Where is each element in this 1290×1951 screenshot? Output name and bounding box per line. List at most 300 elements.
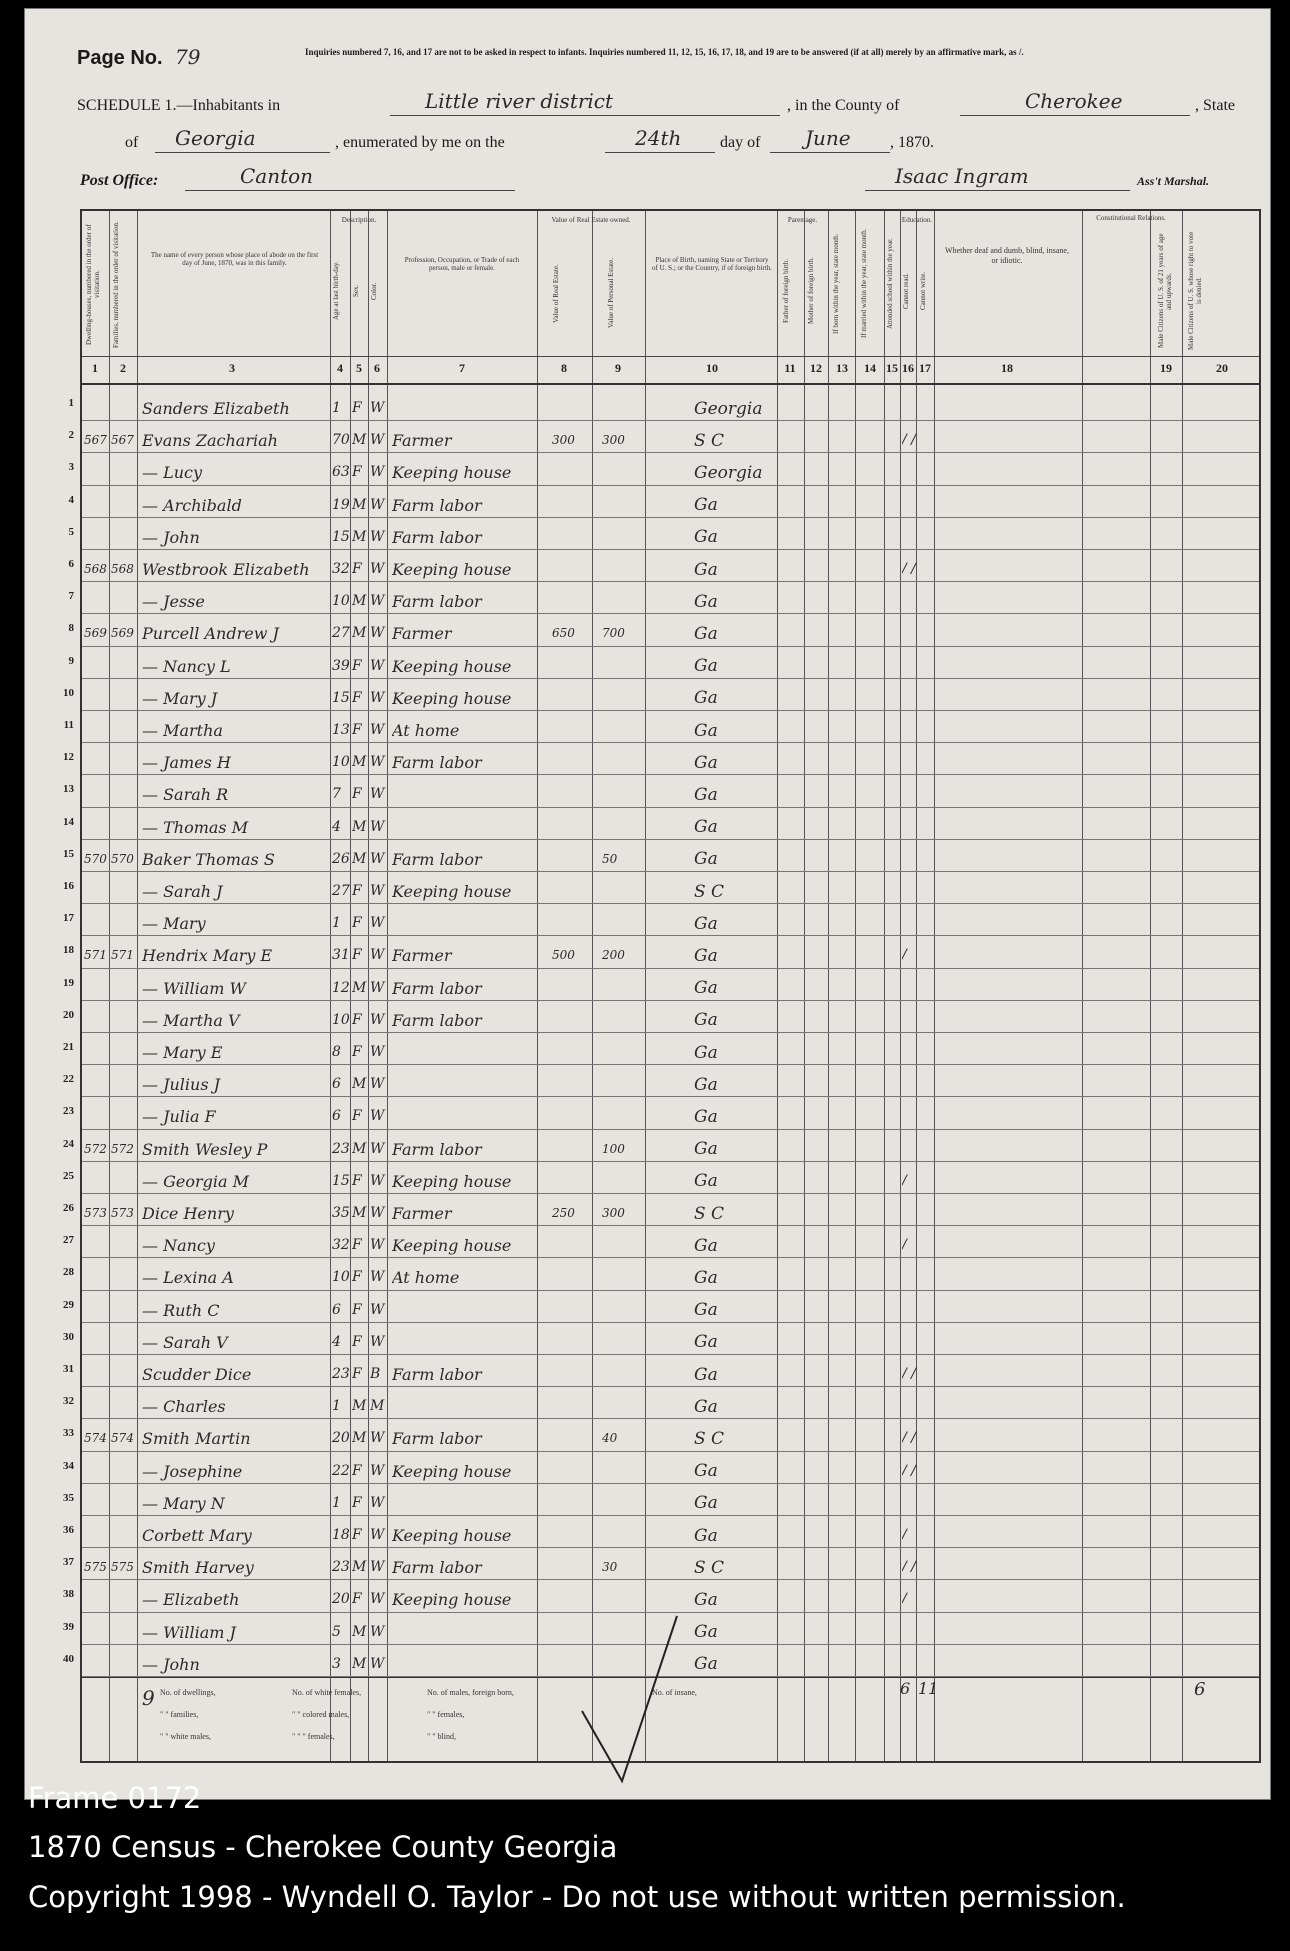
tally-b: 11 [918,1679,939,1698]
real-estate-value: 650 [552,626,575,641]
row-number: 4 [68,493,74,506]
birthplace: Ga [694,1074,718,1095]
personal-estate-value: 40 [602,1431,618,1446]
person-name: — William W [142,978,246,998]
occupation: Keeping house [392,1171,512,1191]
color: W [370,1527,385,1543]
footer-blind: " " blind, [427,1733,456,1741]
person-name: Hendrix Mary E [142,946,273,966]
sex: M [352,979,367,996]
person-name: — Martha V [142,1010,240,1030]
sex: F [352,1366,362,1382]
real-estate-value: 500 [552,948,575,963]
check-marks: / / [902,1430,916,1447]
color: W [370,432,385,449]
birthplace: Ga [694,752,718,773]
color: W [370,1559,385,1576]
county-label: , in the County of [787,97,900,114]
col-17-header: Cannot write. [919,271,927,311]
occupation: Farm labor [392,978,482,998]
birthplace: Ga [694,1139,718,1160]
marshal-name: Isaac Ingram [895,164,1029,188]
sex: F [352,400,362,416]
color: W [370,1430,385,1447]
column-number: 9 [615,361,621,375]
birthplace: Ga [694,784,718,805]
birthplace: S C [694,1428,725,1449]
row-number: 31 [63,1363,74,1375]
column-number: 1 [92,361,98,375]
person-name: — Georgia M [142,1171,249,1191]
age: 1 [332,1398,341,1415]
sex: F [352,1333,362,1350]
family-number: 570 [111,851,134,866]
person-name: Scudder Dice [142,1365,252,1384]
occupation: Keeping house [392,1526,512,1545]
age: 4 [332,818,341,835]
sex: F [352,1044,362,1060]
row-number: 34 [63,1459,74,1472]
age: 1 [332,1494,341,1511]
value-group-header: Value of Real Estate owned. [551,216,631,224]
birthplace: Ga [694,913,718,934]
dwelling-number: 570 [84,851,107,866]
dwelling-number: 567 [84,433,107,448]
col-9-header: Value of Personal Estate. [607,258,615,329]
row-number: 1 [68,397,74,409]
birthplace: Ga [694,688,718,709]
col-12-header: Mother of foreign birth. [807,257,815,325]
dwellings-count: 9 [142,1686,155,1710]
occupation: Farmer [392,1204,452,1223]
row-number: 36 [63,1524,74,1536]
age: 22 [332,1462,350,1479]
col-20-header: Male Citizens of U. S. whose right to vote is denied. [1187,231,1203,351]
person-name: — Josephine [142,1461,243,1481]
color: W [370,1494,385,1511]
color: M [370,1398,385,1415]
color: W [370,915,385,932]
dwelling-number: 569 [84,626,107,641]
family-number: 574 [111,1431,134,1446]
person-name: — James H [142,753,231,773]
sex: F [352,1108,362,1125]
col-3-header: The name of every person whose place of abode on the first day of June, 1870, was in this family. [150,251,319,267]
personal-estate-value: 300 [602,1206,625,1220]
check-marks: / / [902,561,916,577]
dwelling-number: 574 [84,1431,107,1446]
col-13-header: If born within the year, state month. [832,233,840,334]
row-number: 27 [63,1234,74,1247]
age: 10 [332,593,350,610]
color: W [370,1205,385,1221]
person-name: — Nancy L [142,656,231,676]
age: 1 [332,400,341,416]
column-number: 6 [374,361,380,375]
schedule-label: SCHEDULE 1.—Inhabitants in [77,97,281,114]
row-number: 18 [63,944,74,957]
col-15-header: Attended school within the year. [886,238,894,329]
row-number: 13 [63,783,74,796]
color: W [370,1011,385,1028]
row-number: 8 [68,622,74,635]
birthplace: Ga [694,1364,718,1385]
birthplace: Ga [694,495,718,516]
person-name: Evans Zachariah [142,431,278,451]
row-number: 37 [63,1556,74,1569]
color: W [370,1623,385,1640]
person-name: Smith Martin [142,1429,251,1449]
occupation: Farm labor [392,592,482,612]
age: 5 [332,1623,341,1640]
person-name: — Martha [142,721,223,740]
month: June [805,126,851,150]
birthplace: Ga [694,527,718,548]
column-number: 2 [120,361,126,375]
occupation: Farmer [392,946,452,966]
color: W [370,1269,385,1286]
person-name: Purcell Andrew J [142,624,279,644]
family-number: 571 [111,948,134,963]
col-8-header: Value of Real Estate. [552,264,560,323]
age: 1 [332,915,341,932]
column-number: 7 [459,361,465,375]
color: W [370,464,385,481]
tally-c: 6 [1194,1679,1206,1700]
real-estate-value: 250 [552,1206,575,1220]
real-estate-value: 300 [552,433,575,448]
col-11-header: Father of foreign birth. [782,258,790,324]
sex: F [352,947,362,964]
col-14-header: If married within the year, state month. [860,228,868,339]
column-number: 20 [1216,361,1228,375]
color: W [370,1655,385,1672]
birthplace: Ga [694,1654,718,1675]
sex: F [352,464,362,481]
column-number: 17 [919,361,931,375]
person-name: Smith Harvey [142,1558,254,1578]
person-name: — John [142,527,200,547]
row-number: 5 [68,525,74,538]
person-name: Corbett Mary [142,1526,252,1545]
occupation: Farm labor [392,495,482,515]
age: 10 [332,1011,350,1028]
person-name: — Sarah J [142,882,223,901]
title-caption: 1870 Census - Cherokee County Georgia [28,1830,618,1864]
column-number: 18 [1001,361,1013,375]
sex: F [352,1462,362,1479]
row-number: 15 [63,847,74,860]
column-number: 4 [337,361,343,375]
column-number: 16 [902,361,914,375]
color: W [370,722,385,738]
color: W [370,689,385,706]
check-marks: / [902,1172,907,1189]
column-number: 11 [784,361,796,375]
column-number: 3 [229,361,235,375]
person-name: — Lucy [142,463,203,483]
row-number: 23 [63,1105,74,1118]
column-number: 19 [1160,361,1172,375]
birthplace: Ga [694,720,718,741]
row-number: 10 [63,686,74,699]
sex: F [352,1011,362,1028]
family-number: 568 [111,562,134,576]
age: 63 [332,464,350,481]
occupation: Farm labor [392,753,482,773]
birthplace: Ga [694,623,718,644]
sex: F [352,1591,362,1608]
state: Georgia [175,126,256,150]
description-header: Description. [341,216,377,224]
person-name: — Charles [142,1397,226,1417]
color: W [370,1172,385,1189]
check-marks: / [902,947,907,964]
check-marks: / [902,1527,907,1543]
check-marks: / / [902,1559,916,1576]
row-number: 25 [63,1169,74,1182]
check-marks: / [902,1237,907,1254]
age: 35 [332,1205,350,1221]
sex: F [352,786,362,803]
sex: F [352,1237,362,1254]
page-label: Page No. [77,47,163,69]
age: 23 [332,1366,350,1382]
color: W [370,1044,385,1060]
sex: M [352,1076,367,1093]
dwelling-number: 575 [84,1560,107,1575]
age: 31 [332,947,350,964]
occupation: At home [392,1268,460,1288]
birthplace: Ga [694,1525,718,1546]
col-6-header: Color. [370,282,378,300]
sex: F [352,722,362,738]
color: W [370,561,385,577]
age: 20 [332,1591,350,1608]
post-office-label: Post Office: [80,172,159,189]
birthplace: Ga [694,1106,718,1127]
row-number: 33 [63,1427,74,1440]
row-number: 11 [63,719,74,731]
birthplace: S C [694,881,725,902]
age: 27 [332,625,350,642]
color: W [370,883,385,899]
person-name: — Jesse [142,592,205,612]
sex: F [352,915,362,932]
age: 15 [332,528,350,545]
birthplace: Ga [694,849,718,870]
birthplace: Ga [694,591,718,612]
dwelling-number: 571 [84,948,107,963]
birthplace: Ga [694,1396,718,1417]
row-number: 38 [63,1588,74,1601]
color: W [370,400,385,416]
sex: F [352,883,362,899]
dwelling-number: 573 [84,1206,107,1220]
person-name: — John [142,1654,200,1674]
row-number: 35 [63,1491,74,1504]
age: 3 [332,1655,341,1672]
sex: M [352,754,367,771]
family-number: 572 [111,1141,134,1156]
personal-estate-value: 50 [602,851,618,866]
footer-families: " " families, [160,1711,199,1719]
footer-colored-males: " " colored males, [292,1711,350,1719]
dwelling-number: 572 [84,1141,107,1156]
age: 8 [332,1044,341,1060]
footer-white-females: No. of white females, [292,1689,362,1697]
occupation: At home [392,721,460,740]
sex: F [352,1172,362,1189]
person-name: — William J [142,1622,236,1642]
sex: M [352,850,367,867]
row-number: 3 [68,461,74,474]
column-number: 12 [810,361,822,375]
district: Little river district [425,89,614,113]
color: W [370,818,385,835]
checkmark-icon [562,1611,682,1791]
person-name: Dice Henry [142,1204,234,1223]
color: W [370,1591,385,1608]
person-name: — Sarah V [142,1332,228,1352]
birthplace: S C [694,430,725,451]
color: W [370,657,385,674]
occupation: Keeping house [392,882,512,901]
column-number: 8 [561,361,567,375]
parentage-header: Parentage. [787,216,818,224]
color: W [370,625,385,642]
col-18-header: Whether deaf and dumb, blind, insane, or idiotic. [945,246,1069,265]
sex: F [352,1269,362,1286]
sex: M [352,528,367,545]
color: W [370,850,385,867]
birthplace: S C [694,1557,725,1578]
age: 19 [332,496,350,513]
sex: F [352,1527,362,1543]
age: 4 [332,1333,341,1350]
occupation: Keeping house [392,656,512,676]
row-number: 6 [68,558,74,570]
color: W [370,1076,385,1093]
person-name: — Ruth C [142,1300,220,1320]
person-name: Westbrook Elizabeth [142,560,310,579]
color: W [370,786,385,803]
age: 39 [332,657,350,674]
col-2-header: Families, numbered in the order of visitation. [112,221,120,348]
birthplace: Ga [694,1332,718,1353]
sex: M [352,818,367,835]
education-header: Education. [901,216,933,224]
check-marks: / [902,1591,907,1608]
birthplace: Ga [694,945,718,966]
person-name: Baker Thomas S [142,849,275,869]
personal-estate-value: 700 [602,626,625,641]
person-name: Sanders Elizabeth [142,399,290,418]
sex: F [352,1494,362,1511]
occupation: Farm labor [392,1365,482,1384]
sex: M [352,593,367,610]
day-label: day of [720,134,761,151]
sex: M [352,1655,367,1672]
age: 6 [332,1076,341,1093]
footer-insane: No. of insane, [652,1689,697,1697]
footer-males-foreign: No. of males, foreign born, [427,1689,514,1697]
age: 15 [332,689,350,706]
occupation: Farm labor [392,1558,482,1578]
age: 13 [332,722,350,738]
person-name: — Julia F [142,1107,216,1127]
frame-caption: Frame 0172 [28,1781,202,1815]
sex: M [352,1559,367,1576]
age: 10 [332,754,350,771]
col-5-header: Sex. [352,284,360,298]
color: W [370,528,385,545]
sex: M [352,625,367,642]
column-number: 5 [356,361,362,375]
sex: M [352,1623,367,1640]
sex: M [352,1398,367,1415]
row-number: 22 [63,1073,74,1086]
birthplace: Ga [694,1235,718,1256]
person-name: Smith Wesley P [142,1139,268,1159]
column-number: 10 [706,361,718,375]
check-marks: / / [902,432,916,449]
county: Cherokee [1025,89,1123,113]
occupation: Farm labor [392,1139,482,1159]
age: 6 [332,1301,341,1318]
color: W [370,754,385,771]
occupation: Farm labor [392,1010,482,1030]
occupation: Farmer [392,624,452,644]
footer-no-dwellings: No. of dwellings, [160,1689,216,1697]
age: 27 [332,883,350,899]
col-1-header: Dwelling-houses, numbered in the order of visitation. [85,224,101,345]
color: W [370,947,385,964]
age: 26 [332,850,350,867]
occupation: Keeping house [392,1236,512,1256]
check-marks: / / [902,1462,916,1479]
footer-white-males: " " white males, [160,1733,211,1741]
copyright-caption: Copyright 1998 - Wyndell O. Taylor - Do not use without written permission. [28,1880,1126,1914]
sex: M [352,1430,367,1447]
color: W [370,1108,385,1125]
col-16-header: Cannot read. [902,273,910,309]
person-name: — Sarah R [142,785,229,805]
birthplace: Georgia [694,462,763,483]
birthplace: Ga [694,1622,718,1643]
occupation: Keeping house [392,1461,512,1481]
of-label: of [125,134,139,151]
color: W [370,979,385,996]
footer-colored-females: " " " females, [292,1733,335,1741]
sex: F [352,689,362,706]
occupation: Farm labor [392,1429,482,1449]
marshal-label: Ass't Marshal. [1137,174,1210,188]
column-number: 13 [836,361,848,375]
birthplace: Ga [694,978,718,999]
sex: F [352,657,362,674]
personal-estate-value: 30 [602,1560,618,1575]
birthplace: Ga [694,1461,718,1482]
row-number: 40 [63,1652,74,1665]
year: , 1870. [890,134,934,151]
age: 12 [332,979,350,996]
occupation: Keeping house [392,560,512,579]
color: W [370,1237,385,1254]
row-number: 20 [63,1008,74,1021]
age: 70 [332,432,350,449]
person-name: — Nancy [142,1236,215,1256]
